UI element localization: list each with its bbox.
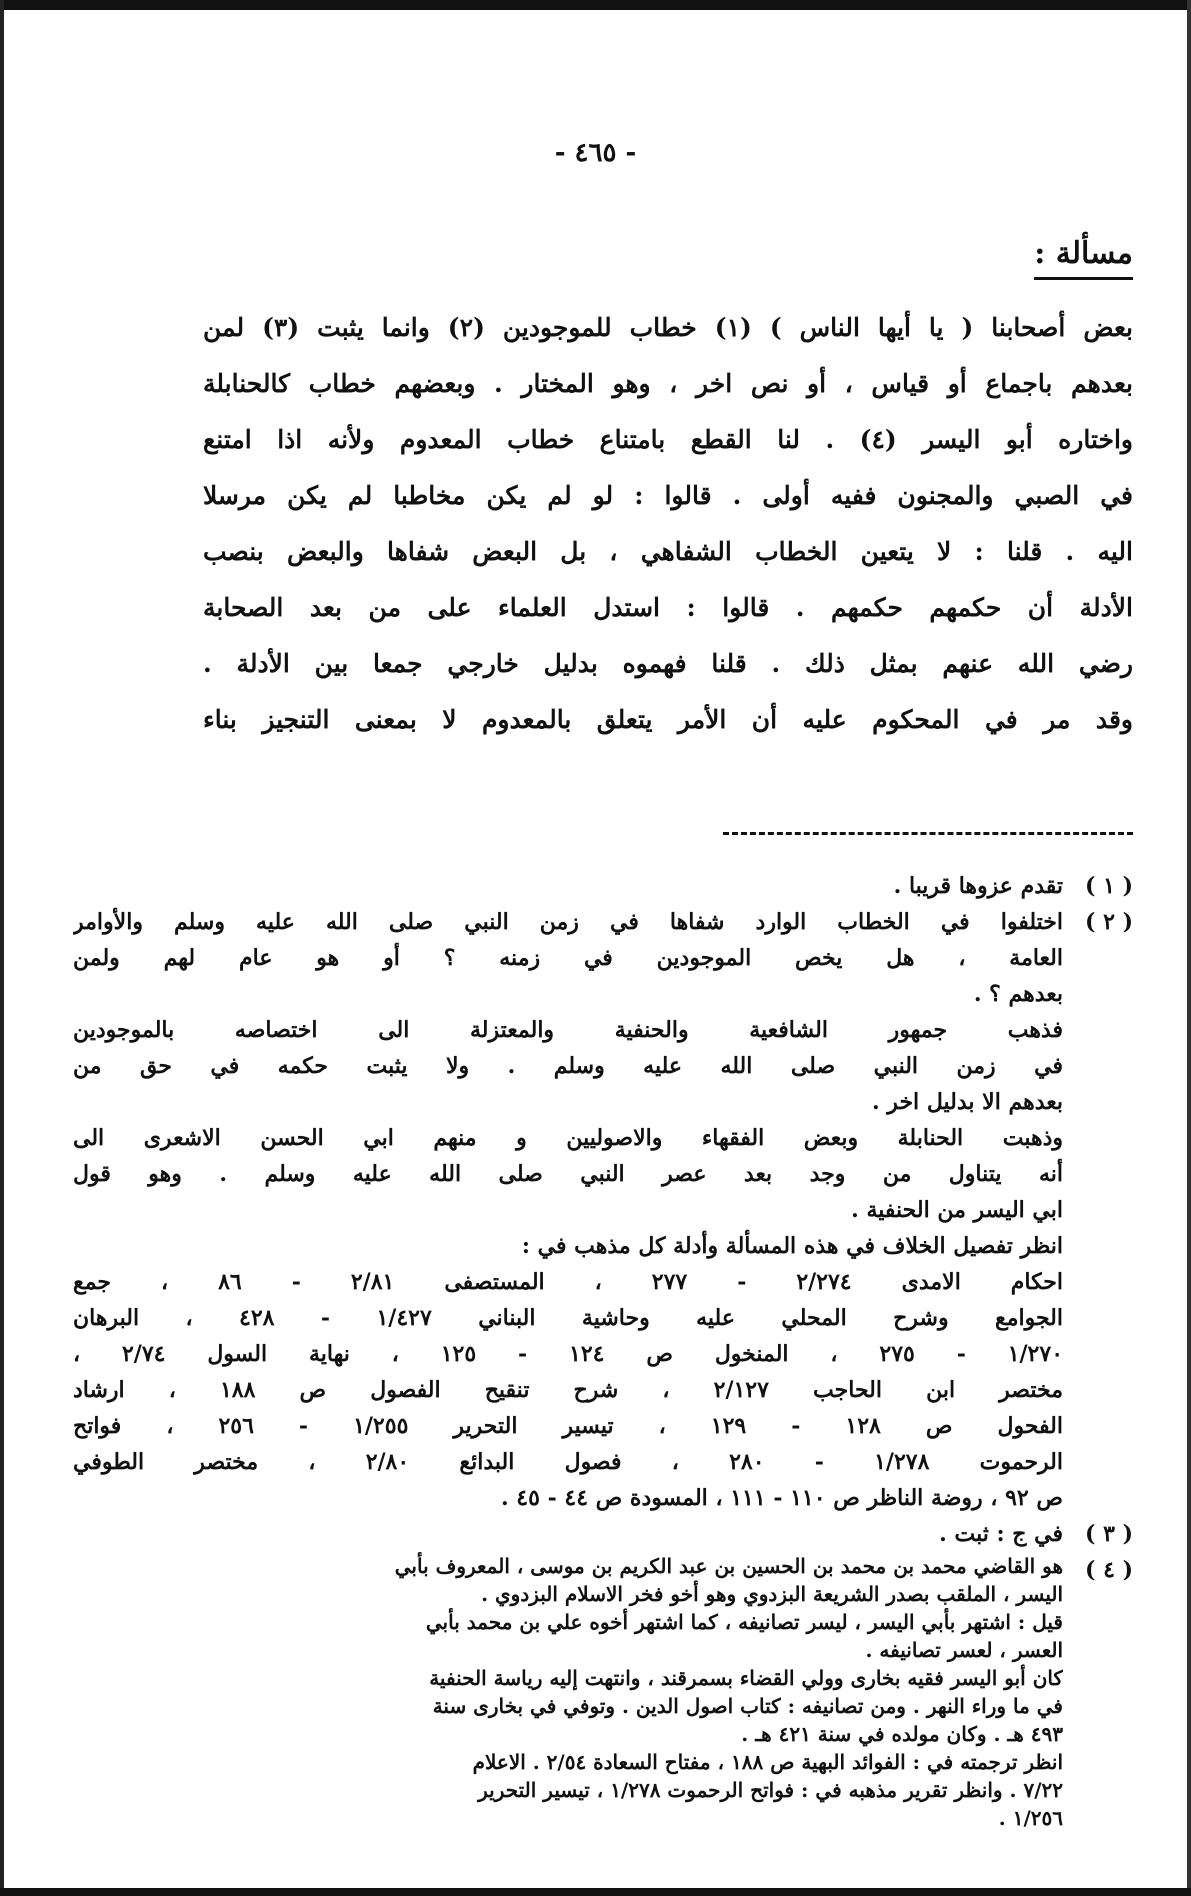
main-line: رضي الله عنهم بمثل ذلك . قلنا فهموه بدليل خارجي جمعا بين الأدلة .	[203, 649, 1133, 678]
main-line: في الصبي والمجنون ففيه أولى . قالوا : لو لم يكن مخاطبا لم يكن مرسلا	[203, 481, 1133, 510]
footnote-line: هو القاضي محمد بن محمد بن الحسين بن عبد الكريم بن موسى ، المعروف بأبي	[394, 1554, 1063, 1578]
main-line: بعدهم باجماع أو قياس ، أو نص اخر ، وهو المختار . وبعضهم خطاب كالحنابلة	[203, 369, 1133, 398]
footnote-line: قيل : اشتهر بأبي اليسر ، ليسر تصانيفه ، كما اشتهر أخوه علي بن محمد بأبي	[425, 1610, 1063, 1634]
main-line: واختاره أبو اليسر (٤) . لنا القطع بامتناع خطاب المعدوم ولأنه اذا امتنع	[203, 425, 1133, 454]
footnote-line: الرحموت ١/٢٧٨ - ٢٨٠ ، فصول البدائع ٢/٨٠ ، مختصر الطوفي	[73, 1449, 1063, 1475]
main-line: اليه . قلنا : لا يتعين الخطاب الشفاهي ، بل البعض شفاها والبعض بنصب	[203, 537, 1133, 566]
footnote-line: في ما وراء النهر . ومن تصانيفه : كتاب اصول الدين . وتوفي في بخارى سنة	[432, 1694, 1063, 1718]
footnote-4	[73, 1552, 1133, 1832]
footnote-line: ١/٢٥٦ .	[998, 1806, 1063, 1830]
footnote-line: ٧/٢٢ . وانظر تقرير مذهبه في : فواتح الرحموت ١/٢٧٨ ، تيسير التحرير	[478, 1778, 1063, 1802]
footnote-line: الجوامع وشرح المحلي عليه وحاشية البناني ١/٤٢٧ - ٤٢٨ ، البرهان	[73, 1305, 1063, 1331]
footnote-number: ( ٢ )	[1085, 909, 1133, 935]
footnote-line: فذهب جمهور الشافعية والحنفية والمعتزلة الى اختصاصه بالموجودين	[73, 1017, 1063, 1043]
footnote-line: أنه يتناول من وجد بعد عصر النبي صلى الله عليه وسلم . وهو قول	[73, 1161, 1063, 1187]
main-line: الأدلة أن حكمهم حكمهم . قالوا : استدل العلماء على من بعد الصحابة	[203, 593, 1133, 622]
footnote-3	[73, 1516, 1133, 1552]
footnote-line: في زمن النبي صلى الله عليه وسلم . ولا يثبت حكمه في حق من	[73, 1053, 1063, 1079]
footnote-body	[73, 1516, 1063, 1552]
main-text-block	[203, 300, 1133, 748]
footnote-line: العسر ، لعسر تصانيفه .	[865, 1638, 1063, 1662]
footnote-body	[73, 868, 1063, 904]
footnote-body	[73, 1552, 1063, 1832]
footnote-line: اختلفوا في الخطاب الوارد شفاها في زمن النبي صلى الله عليه وسلم والأوامر	[73, 909, 1063, 935]
main-line: وقد مر في المحكوم عليه أن الأمر يتعلق بالمعدوم لا بمعنى التنجيز بناء	[203, 705, 1133, 734]
scan-top-border	[0, 0, 1191, 10]
footnote-line: انظر تفصيل الخلاف في هذه المسألة وأدلة كل مذهب في :	[521, 1233, 1063, 1259]
scan-right-edge	[1187, 0, 1191, 1896]
footnote-number: ( ٤ )	[1085, 1557, 1133, 1583]
footnote-line: الفحول ص ١٢٨ - ١٢٩ ، تيسير التحرير ١/٢٥٥ - ٢٥٦ ، فواتح	[73, 1413, 1063, 1439]
footnote-line: ص ٩٢ ، روضة الناظر ص ١١٠ - ١١١ ، المسودة ص ٤٤ - ٤٥ .	[500, 1485, 1063, 1511]
footnote-number: ( ٣ )	[1085, 1521, 1133, 1547]
footnote-line: ٤٩٣ هـ . وكان مولده في سنة ٤٢١ هـ .	[741, 1722, 1063, 1746]
scan-bottom-border	[0, 1888, 1191, 1896]
footnote-line: ابي اليسر من الحنفية .	[851, 1197, 1063, 1223]
footnote-line: كان أبو اليسر فقيه بخارى وولي القضاء بسمرقند ، وانتهت إليه رياسة الحنفية	[429, 1666, 1063, 1690]
section-heading	[173, 236, 1133, 271]
footnote-line: انظر ترجمته في : الفوائد البهية ص ١٨٨ ، مفتاح السعادة ٢/٥٤ . الاعلام	[472, 1750, 1063, 1774]
section-heading-text: مسألة :	[1034, 236, 1133, 280]
footnote-divider	[723, 832, 1133, 835]
footnote-line: ١/٢٧٠ - ٢٧٥ ، المنخول ص ١٢٤ - ١٢٥ ، نهاية السول ٢/٧٤ ،	[73, 1341, 1063, 1367]
footnote-number: ( ١ )	[1085, 873, 1133, 899]
footnote-body	[73, 904, 1063, 1516]
footnote-line: تقدم عزوها قريبا .	[893, 873, 1063, 899]
footnote-line: احكام الامدى ٢/٢٧٤ - ٢٧٧ ، المستصفى ٢/٨١ - ٨٦ ، جمع	[73, 1269, 1063, 1295]
main-line: بعض أصحابنا ( يا أيها الناس ) (١) خطاب للموجودين (٢) وانما يثبت (٣) لمن	[203, 313, 1133, 342]
scan-left-edge	[0, 0, 4, 1896]
footnote-2	[73, 904, 1133, 1516]
footnote-line: مختصر ابن الحاجب ٢/١٢٧ ، شرح تنقيح الفصول ص ١٨٨ ، ارشاد	[73, 1377, 1063, 1403]
footnote-line: في ج : ثبت .	[939, 1521, 1063, 1547]
page-number: - ٤٦٥ -	[554, 138, 637, 168]
footnote-line: العامة ، هل يخص الموجودين في زمنه ؟ أو هو عام لهم ولمن	[73, 945, 1063, 971]
footnotes-block	[73, 868, 1133, 1832]
footnote-1	[73, 868, 1133, 904]
footnote-line: اليسر ، الملقب بصدر الشريعة البزدوي وهو أخو فخر الاسلام البزدوي .	[481, 1582, 1063, 1606]
footnote-line: بعدهم الا بدليل اخر .	[871, 1089, 1063, 1115]
footnote-line: وذهبت الحنابلة وبعض الفقهاء والاصوليين و منهم ابي الحسن الاشعرى الى	[73, 1125, 1063, 1151]
footnote-line: بعدهم ؟ .	[973, 981, 1063, 1007]
